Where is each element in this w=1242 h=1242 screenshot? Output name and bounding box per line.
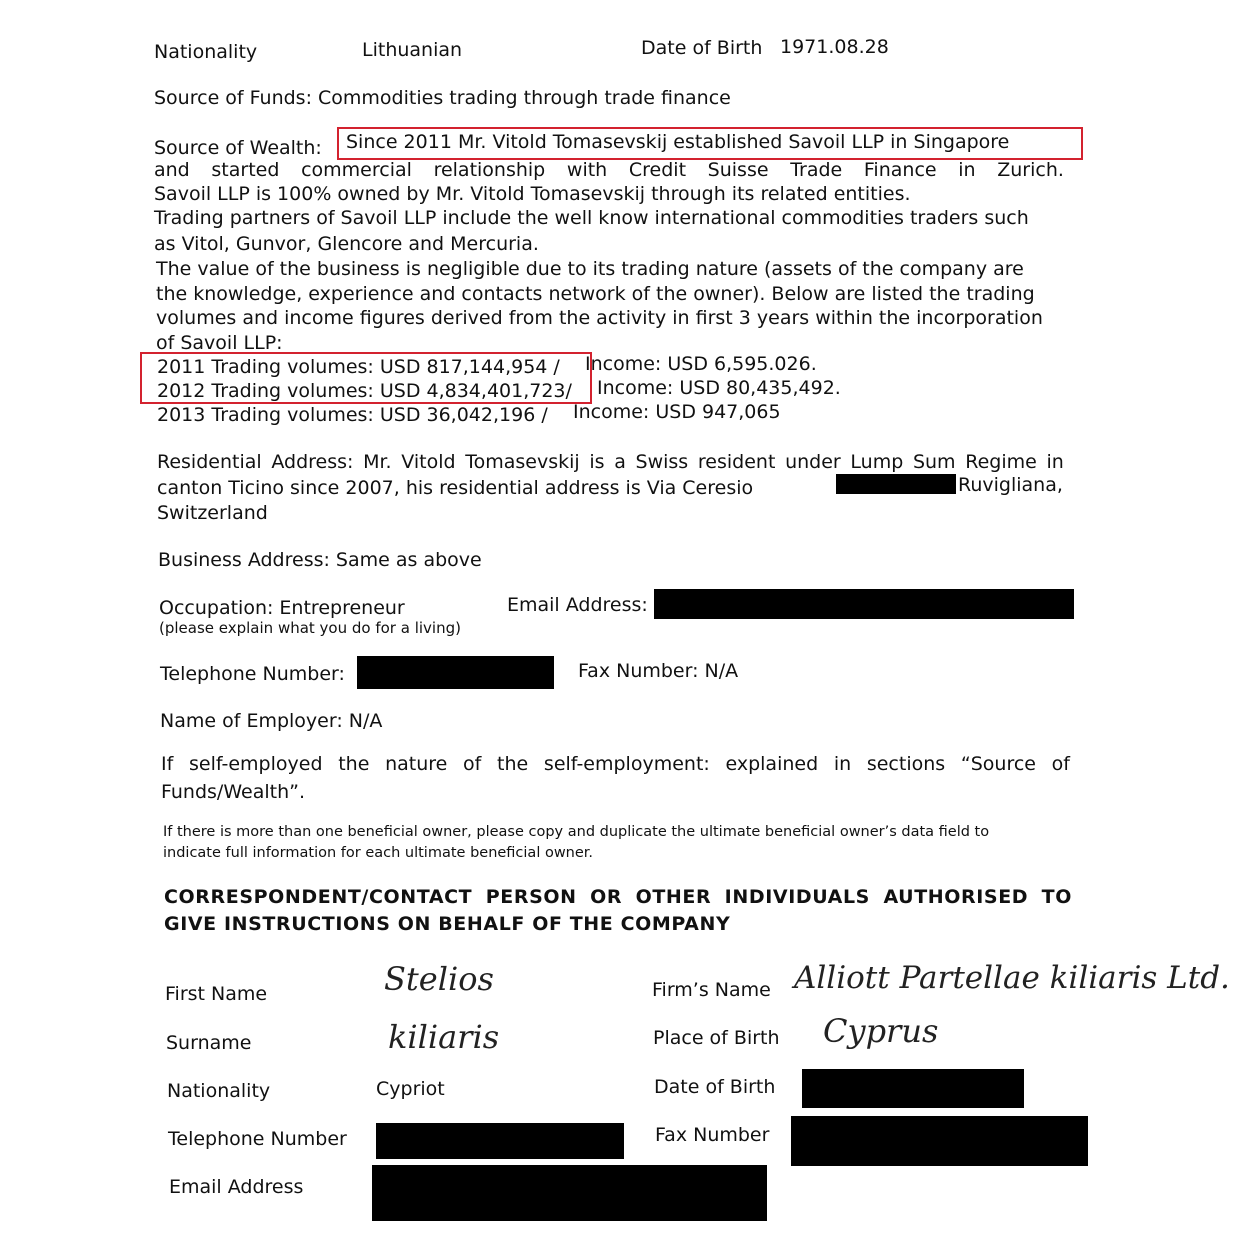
contact-email-label: Email Address: [169, 1176, 304, 1198]
wealth-line: of Savoil LLP:: [156, 332, 283, 354]
redacted-contact-telephone: [376, 1123, 624, 1159]
email-label: Email Address:: [507, 594, 648, 616]
firm-name-label: Firm’s Name: [652, 979, 771, 1001]
source-of-wealth-label: Source of Wealth:: [154, 137, 322, 159]
residential-line-2-start: canton Ticino since 2007, his residential address is Via Ceresio: [157, 477, 754, 499]
dob-value: 1971.08.28: [780, 36, 889, 58]
self-employed-line-2: Funds/Wealth”.: [161, 781, 305, 803]
redacted-telephone: [357, 656, 554, 689]
place-of-birth-label: Place of Birth: [653, 1027, 780, 1049]
residential-line-1: Residential Address: Mr. Vitold Tomasevskij is a Swiss resident under Lump Sum Regime in: [157, 451, 1064, 473]
contact-nationality-label: Nationality: [167, 1080, 271, 1102]
telephone-label: Telephone Number:: [160, 663, 345, 685]
source-of-wealth-highlighted: Since 2011 Mr. Vitold Tomasevskij established Savoil LLP in Singapore: [346, 131, 1010, 153]
trading-2011-volume: 2011 Trading volumes: USD 817,144,954 /: [157, 356, 560, 378]
surname-label: Surname: [166, 1032, 252, 1054]
wealth-line: the knowledge, experience and contacts network of the owner). Below are listed the trading: [156, 283, 1035, 305]
contact-dob-label: Date of Birth: [654, 1076, 776, 1098]
occupation-label: Occupation: Entrepreneur: [159, 597, 405, 619]
residential-line-3: Switzerland: [157, 502, 268, 524]
contact-nationality-value: Cypriot: [376, 1078, 445, 1100]
trading-2013-volume: 2013 Trading volumes: USD 36,042,196 /: [157, 404, 548, 426]
wealth-line: Trading partners of Savoil LLP include the well know international commodities traders such: [154, 207, 1029, 229]
note-line-2: indicate full information for each ultimate beneficial owner.: [163, 845, 594, 861]
occupation-hint: (please explain what you do for a living): [159, 619, 461, 637]
dob-label: Date of Birth: [641, 37, 763, 59]
firm-name-value: Alliott Partellae kiliaris Ltd.: [794, 960, 1230, 996]
employer: Name of Employer: N/A: [160, 710, 383, 732]
contact-telephone-label: Telephone Number: [168, 1128, 347, 1150]
section-heading-line-2: GIVE INSTRUCTIONS ON BEHALF OF THE COMPANY: [164, 913, 731, 935]
surname-value: kiliaris: [388, 1018, 500, 1056]
source-of-funds: Source of Funds: Commodities trading through trade finance: [154, 87, 731, 109]
section-heading: [164, 884, 1072, 938]
trading-2012-income: Income: USD 80,435,492.: [597, 377, 841, 399]
place-of-birth-value: Cyprus: [823, 1012, 939, 1050]
note-line-1: If there is more than one beneficial owner, please copy and duplicate the ultimate beneficial owner’s data field to: [163, 824, 990, 840]
nationality-label: Nationality: [154, 41, 258, 63]
nationality-value: Lithuanian: [362, 39, 463, 61]
business-address: Business Address: Same as above: [158, 549, 482, 571]
first-name-label: First Name: [165, 983, 268, 1005]
redacted-contact-email: [372, 1165, 767, 1221]
redacted-street-number: [836, 474, 956, 494]
highlight-box-trading: [140, 352, 592, 404]
wealth-line: Savoil LLP is 100% owned by Mr. Vitold Tomasevskij through its related entities.: [154, 183, 911, 205]
wealth-line: as Vitol, Gunvor, Glencore and Mercuria.: [154, 233, 539, 255]
self-employed-line-1: If self-employed the nature of the self-employment: explained in sections “Source of: [161, 753, 1070, 775]
redacted-email: [654, 589, 1074, 619]
contact-fax-label: Fax Number: [655, 1124, 770, 1146]
wealth-line: The value of the business is negligible due to its trading nature (assets of the company are: [156, 258, 1024, 280]
highlight-box-wealth: [337, 127, 1083, 160]
first-name-value: Stelios: [384, 960, 494, 998]
trading-2013-income: Income: USD 947,065: [573, 401, 781, 423]
fax-label: Fax Number: N/A: [578, 660, 739, 682]
redacted-contact-fax: [791, 1116, 1088, 1166]
residential-line-2-end: Ruvigliana,: [958, 474, 1063, 496]
wealth-line: and started commercial relationship with Credit Suisse Trade Finance in Zurich.: [154, 159, 1064, 181]
trading-2012-volume: 2012 Trading volumes: USD 4,834,401,723/: [157, 380, 572, 402]
trading-2011-income: Income: USD 6,595.026.: [585, 353, 817, 375]
wealth-line: volumes and income figures derived from the activity in first 3 years within the incorporation: [156, 307, 1043, 329]
section-heading-line-1: CORRESPONDENT/CONTACT PERSON OR OTHER INDIVIDUALS AUTHORISED TO: [164, 886, 1072, 908]
redacted-contact-dob: [802, 1069, 1024, 1108]
